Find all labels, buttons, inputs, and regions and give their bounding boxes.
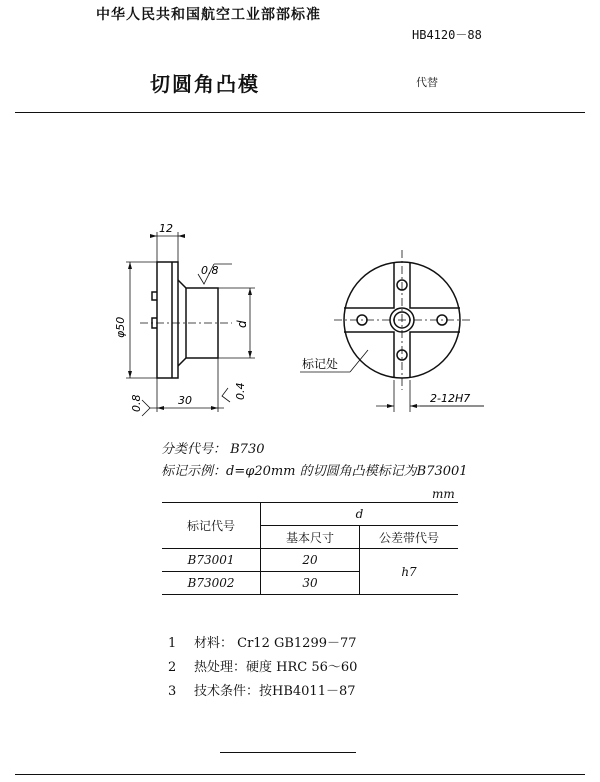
roughness-top-label: 0.8 — [201, 264, 219, 277]
spec-table — [162, 502, 458, 595]
header-code: 标记代号 — [162, 503, 261, 549]
requirement-item — [168, 680, 356, 699]
header-d: d — [261, 503, 459, 526]
requirement-item — [168, 656, 357, 675]
replaces-label: 代替 — [416, 76, 438, 89]
requirement-text: 热处理：硬度 HRC 56～60 — [194, 660, 358, 675]
table-row — [162, 549, 458, 572]
dim-30-label: 30 — [178, 394, 192, 407]
tolerance-value: h7 — [360, 549, 459, 595]
classification-code: 分类代号： B730 — [161, 442, 265, 457]
requirement-text: 材料： Cr12 GB1299－77 — [194, 636, 357, 651]
footer-rule — [15, 774, 585, 775]
flange-outline — [157, 262, 178, 378]
roughness-left-label: 0.8 — [130, 394, 143, 412]
marking-example: 标记示例：d=φ20mm 的切圆角凸模标记为B73001 — [161, 464, 468, 479]
organization-header: 中华人民共和国航空工业部部标准 — [96, 7, 321, 23]
dim-d-label: d — [235, 320, 249, 328]
standard-number: HB4120－88 — [412, 28, 482, 42]
unit-label: mm — [432, 487, 455, 501]
requirement-text: 技术条件：按HB4011－87 — [194, 684, 356, 699]
dim-12-label: 12 — [159, 222, 173, 235]
row-code: B73002 — [162, 572, 261, 595]
end-rule — [220, 752, 356, 753]
requirement-number: 1 — [168, 636, 177, 651]
row-code: B73001 — [162, 549, 261, 572]
row-size: 30 — [261, 572, 360, 595]
header-basic-size: 基本尺寸 — [261, 526, 360, 549]
dim-diameter-label: φ50 — [114, 316, 127, 338]
requirement-item — [168, 632, 357, 651]
document-title: 切圆角凸模 — [150, 72, 260, 96]
marking-location-label: 标记处 — [302, 357, 339, 371]
row-size: 20 — [261, 549, 360, 572]
requirement-number: 2 — [168, 660, 177, 675]
requirement-number: 3 — [168, 684, 177, 699]
slot-dim-label: 2-12H7 — [430, 392, 471, 405]
header-tolerance: 公差带代号 — [360, 526, 459, 549]
roughness-right-label: 0.4 — [234, 382, 247, 400]
